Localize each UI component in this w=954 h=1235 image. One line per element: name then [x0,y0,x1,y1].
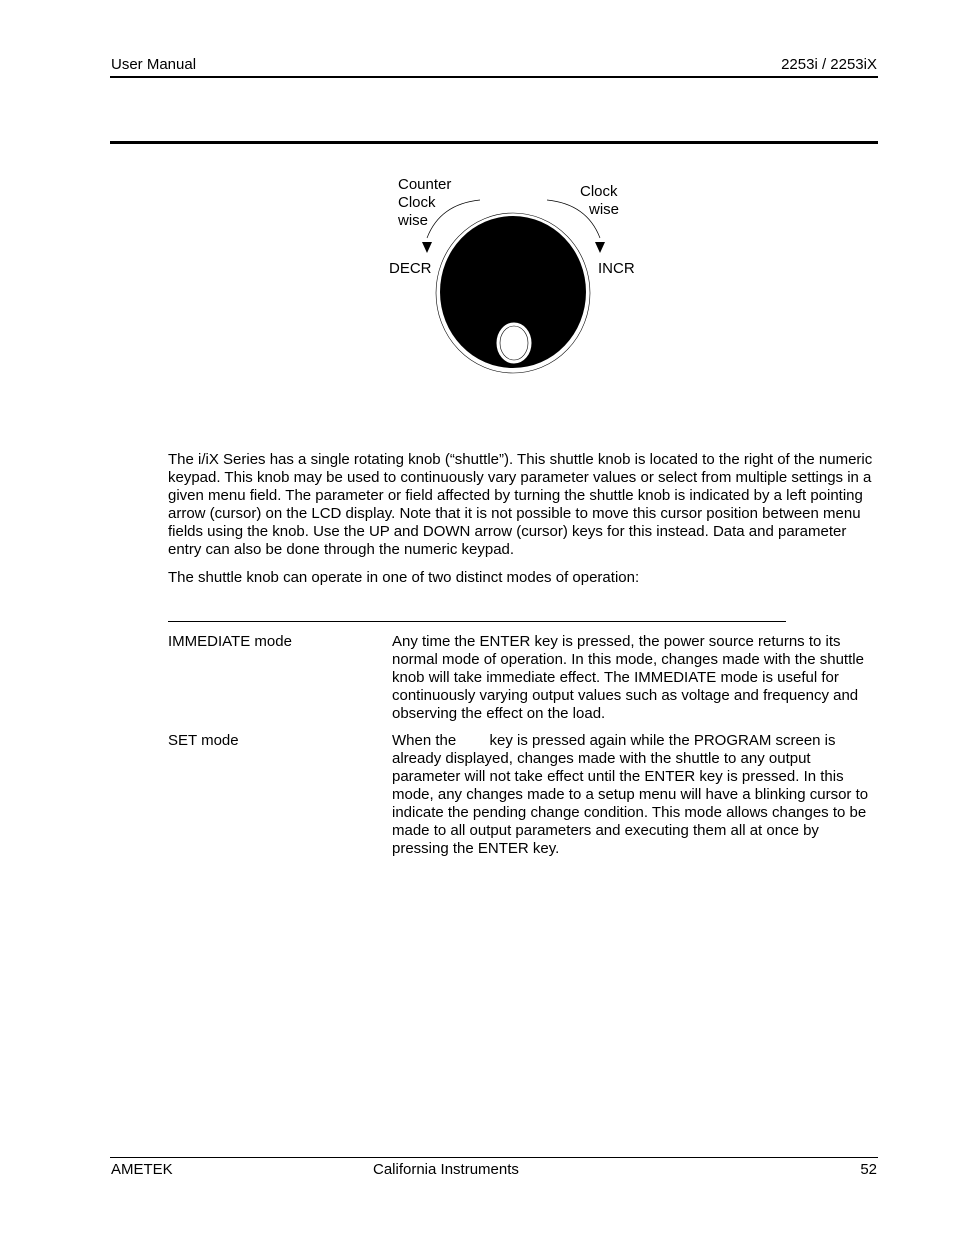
ccw-label-line2: Clock [398,194,436,211]
mode-description-set: When the key is pressed again while the PROGRAM screen is already displayed, changes made with the shuttle to any output parameter will not take effect until the ENTER key is pressed. In this mode, any changes made to a setup menu will have a blinking cursor to indicate the pending change condition. This mode allows changes to be made to all output parameters and executing them all at once by pressing the ENTER key. [392,732,873,857]
mode-term-set: SET mode [168,732,239,749]
ccw-label-line3: wise [398,212,429,229]
cw-arrow-icon [595,242,605,253]
modes-table-rule [168,621,786,622]
cw-label-line2: wise [589,201,620,218]
ccw-label-line1: Counter [398,176,452,193]
header-rule [110,76,878,78]
page-number: 52 [860,1161,877,1178]
header-right: 2253i / 2253iX [781,56,877,73]
incr-label: INCR [598,260,635,277]
ccw-arrow-icon [422,242,432,253]
cw-label-line1: Clock [580,183,618,200]
section-rule [110,141,878,144]
footer-rule [110,1157,878,1158]
mode-term-immediate: IMMEDIATE mode [168,633,292,650]
footer-left: AMETEK [111,1161,173,1178]
knob-dimple-inner [500,326,528,360]
decr-label: DECR [389,260,432,277]
modes-intro-paragraph: The shuttle knob can operate in one of two distinct modes of operation: [168,569,640,586]
shuttle-description-paragraph: The i/iX Series has a single rotating knob (“shuttle”). This shuttle knob is located to the right of the numeric keypad. This knob may be used to continuously vary parameter values or select from multiple settings in a given menu field. The parameter or field affected by turning the shuttle knob is indicated by a left pointing arrow (cursor) on the LCD display. Note that it is not possible to move this cursor position between menu fields using the knob. Use the UP and DOWN arrow (cursor) keys for this instead. Data and parameter entry can also be done through the numeric keypad. [168,451,873,558]
shuttle-knob-diagram [380,170,660,385]
mode-description-immediate: Any time the ENTER key is pressed, the power source returns to its normal mode of operation. In this mode, changes made with the shuttle knob will take immediate effect. The IMMEDIATE mode is useful for continuously varying output values such as voltage and frequency and observing the effect on the load. [392,633,864,722]
header-left: User Manual [111,56,197,73]
footer-center: California Instruments [373,1161,519,1178]
